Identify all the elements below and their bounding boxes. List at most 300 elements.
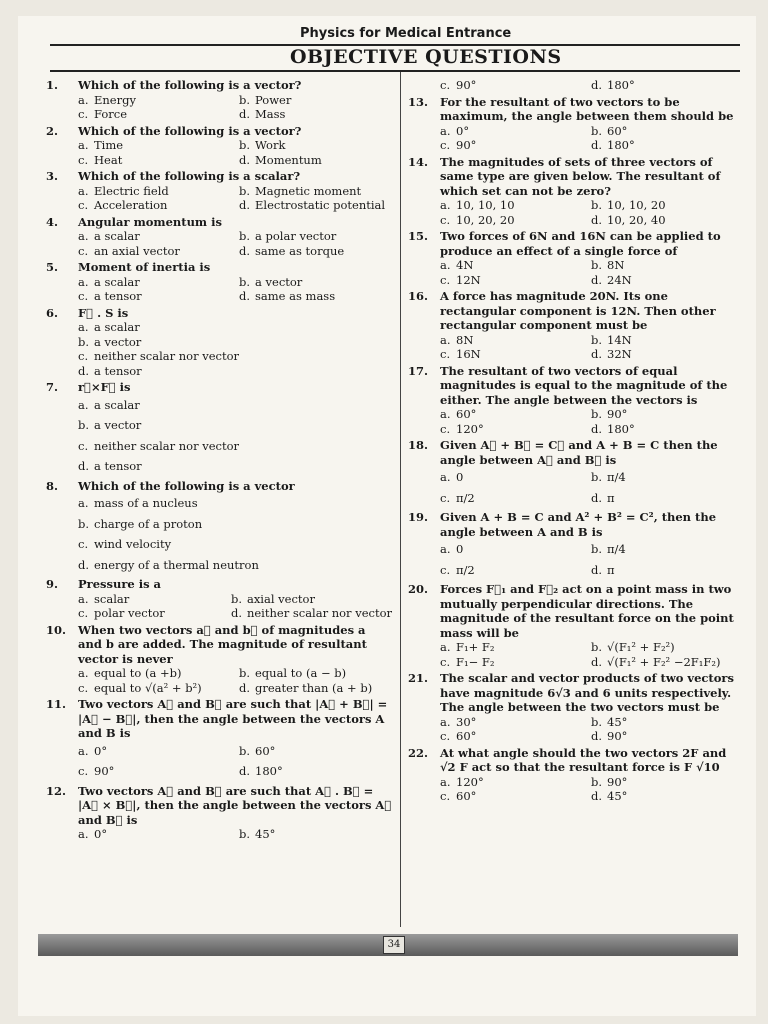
question-head: [46, 623, 392, 667]
answer-option: [78, 681, 231, 696]
question-text: Which of the following is a vector?: [78, 78, 302, 92]
answer-option: [78, 514, 392, 535]
option-text: 24N: [607, 272, 632, 287]
option-letter: b.: [239, 92, 251, 107]
option-letter: c.: [440, 272, 451, 287]
option-text: Momentum: [255, 152, 322, 167]
option-text: π: [607, 562, 615, 577]
option-text: F₁− F₂: [456, 654, 495, 669]
question-number: 5.: [46, 260, 59, 274]
question-item: [408, 510, 734, 580]
option-letter: c.: [78, 107, 89, 121]
answer-option: [239, 198, 392, 213]
question-item: [408, 746, 734, 804]
answer-option: [78, 666, 231, 681]
options-grid: [408, 539, 734, 580]
option-letter: d.: [230, 606, 242, 620]
question-item: [408, 95, 734, 153]
answer-option: [591, 347, 734, 362]
options-grid: [408, 407, 734, 436]
answer-option: [239, 666, 392, 681]
answer-option: [440, 539, 583, 560]
answer-option: [239, 184, 392, 199]
answer-option: [440, 333, 583, 348]
question-item: [46, 215, 392, 259]
option-text: 32N: [607, 347, 632, 361]
answer-option: [78, 138, 231, 153]
question-text: Given A⃗ + B⃗ = C⃗ and A + B = C then the angle between A⃗ and B⃗ is: [440, 438, 718, 467]
option-letter: c.: [440, 729, 451, 743]
answer-option: [239, 229, 392, 244]
option-letter: b.: [239, 274, 251, 289]
answer-option: [440, 467, 583, 488]
option-text: mass of a nucleus: [94, 496, 198, 510]
options-grid: [408, 78, 734, 93]
option-text: 60°: [456, 407, 477, 421]
question-number: 12.: [46, 783, 67, 798]
options-grid: [46, 275, 392, 304]
option-letter: c.: [78, 198, 89, 212]
answer-option: [591, 640, 734, 655]
option-text: 60°: [456, 789, 477, 803]
option-text: neither scalar nor vector: [94, 349, 240, 363]
option-text: polar vector: [94, 606, 165, 620]
answer-option: [78, 555, 392, 576]
answer-option: [78, 335, 392, 350]
question-head: [46, 577, 392, 592]
question-head: [408, 510, 734, 539]
answer-option: [591, 488, 734, 509]
option-letter: a.: [78, 274, 89, 289]
option-letter: b.: [239, 183, 251, 198]
option-text: 90°: [607, 729, 628, 743]
option-letter: b.: [78, 418, 90, 432]
question-text: F⃗ . S is: [78, 305, 129, 320]
question-number: 7.: [46, 380, 59, 394]
options-grid: [46, 93, 392, 122]
answer-option: [78, 198, 231, 213]
option-text: Power: [255, 92, 292, 107]
option-text: wind velocity: [94, 537, 172, 551]
answer-option: [78, 761, 231, 782]
answer-option: [440, 273, 583, 288]
option-letter: c.: [440, 421, 451, 436]
option-letter: c.: [78, 349, 89, 363]
question-item: [46, 784, 392, 842]
option-letter: c.: [440, 562, 451, 577]
option-letter: c.: [78, 438, 89, 453]
column-divider: [400, 72, 401, 927]
answer-option: [78, 244, 231, 259]
option-letter: d.: [591, 78, 603, 92]
option-text: Mass: [255, 107, 286, 121]
question-text: Angular momentum is: [78, 214, 222, 229]
question-item: [46, 479, 392, 576]
option-text: a scalar: [94, 229, 140, 243]
option-text: π/4: [607, 542, 626, 556]
question-item: [408, 671, 734, 744]
option-text: F₁+ F₂: [456, 640, 495, 654]
answer-option: [591, 789, 734, 804]
answer-option: [78, 289, 231, 304]
question-text: r⃗×F⃗ is: [78, 380, 131, 394]
option-letter: b.: [591, 640, 603, 654]
option-text: a vector: [94, 418, 142, 432]
option-text: equal to √(a² + b²): [94, 680, 202, 695]
option-letter: d.: [78, 363, 90, 378]
question-head: [46, 169, 392, 184]
option-letter: c.: [78, 243, 89, 258]
answer-option: [239, 107, 392, 122]
options-grid: [408, 467, 734, 508]
option-text: 8N: [456, 332, 474, 347]
option-letter: b.: [591, 332, 603, 347]
answer-option: [78, 534, 392, 555]
answer-option: [591, 258, 734, 273]
option-text: Force: [94, 107, 128, 121]
answer-option: [440, 789, 583, 804]
answer-option: [78, 592, 223, 607]
question-item: [408, 155, 734, 228]
question-text: At what angle should the two vectors 2F and √2 F act so that the resultant force is F √10: [440, 745, 727, 774]
answer-option: [591, 729, 734, 744]
question-text: Two vectors A⃗ and B⃗ are such that |A⃗ + B⃗| = |A⃗ − B⃗|, then the angle between the vectors A and B is: [78, 697, 388, 740]
option-letter: d.: [591, 562, 603, 577]
question-number: 17.: [408, 363, 429, 378]
option-letter: b.: [591, 123, 603, 138]
options-grid: [46, 741, 392, 782]
question-number: 22.: [408, 745, 429, 760]
answer-option: [440, 729, 583, 744]
answer-option: [440, 715, 583, 730]
option-letter: d.: [78, 557, 90, 572]
question-number: 16.: [408, 289, 429, 303]
answer-option: [78, 741, 231, 762]
options-grid: [408, 715, 734, 744]
answer-option: [239, 827, 392, 842]
question-text: Moment of inertia is: [78, 260, 211, 274]
option-text: 120°: [456, 421, 484, 436]
option-letter: c.: [440, 654, 451, 669]
answer-option: [78, 606, 223, 621]
option-text: axial vector: [246, 591, 315, 606]
header-rule-bottom: [50, 70, 740, 72]
question-number: 18.: [408, 438, 429, 452]
question-item: [46, 380, 392, 477]
options-grid: [46, 395, 392, 477]
option-text: 12N: [456, 272, 481, 287]
answer-option: [78, 93, 231, 108]
option-text: 0°: [94, 827, 108, 841]
question-text: Two vectors A⃗ and B⃗ are such that A⃗ . B⃗ = |A⃗ × B⃗|, then the angle between the vectors A⃗ and B⃗ is: [78, 783, 392, 827]
option-letter: a.: [440, 714, 451, 729]
options-grid: [46, 229, 392, 258]
option-text: Magnetic moment: [255, 183, 362, 198]
left-column: [46, 78, 392, 844]
option-letter: c.: [78, 764, 89, 778]
question-item: [46, 697, 392, 782]
options-grid: [408, 640, 734, 669]
question-number: 6.: [46, 305, 59, 320]
option-text: 10, 10, 10: [456, 198, 515, 212]
option-letter: d.: [591, 347, 603, 361]
question-text: The scalar and vector products of two vectors have magnitude 6√3 and 6 units respectively. The angle between the two vectors must be: [440, 671, 734, 714]
question-head: [46, 306, 392, 321]
option-letter: d.: [239, 152, 251, 167]
question-head: [46, 124, 392, 139]
option-letter: d.: [591, 490, 603, 505]
answer-option: [440, 775, 583, 790]
question-head: [46, 78, 392, 93]
option-text: same as torque: [255, 243, 345, 258]
option-letter: c.: [440, 347, 451, 361]
option-letter: b.: [230, 591, 242, 606]
question-text: Which of the following is a vector?: [78, 123, 302, 138]
answer-option: [78, 436, 392, 457]
answer-option: [78, 229, 231, 244]
question-item: [46, 623, 392, 696]
right-column: [408, 78, 734, 806]
answer-option: [78, 364, 392, 379]
option-letter: a.: [440, 123, 451, 138]
answer-option: [591, 333, 734, 348]
page-number: 34: [383, 936, 405, 954]
option-letter: b.: [78, 334, 90, 349]
answer-option: [239, 153, 392, 168]
option-text: 60°: [456, 729, 477, 743]
option-letter: c.: [78, 289, 89, 303]
answer-option: [440, 138, 583, 153]
option-text: 180°: [607, 138, 635, 152]
answer-option: [78, 456, 392, 477]
question-text: The magnitudes of sets of three vectors of same type are given below. The resultant of which set can not be zero?: [440, 154, 721, 198]
option-text: 90°: [607, 407, 628, 421]
option-text: an axial vector: [94, 243, 180, 258]
option-letter: c.: [78, 680, 89, 695]
answer-option: [591, 213, 734, 228]
option-text: a vector: [94, 334, 142, 349]
option-letter: b.: [239, 666, 251, 680]
answer-option: [78, 107, 231, 122]
answer-option: [440, 560, 583, 581]
question-number: 11.: [46, 697, 67, 711]
book-title: Physics for Medical Entrance: [300, 26, 512, 41]
option-text: √(F₁² + F₂² −2F₁F₂): [607, 654, 721, 669]
option-letter: d.: [591, 729, 603, 743]
option-text: π/4: [607, 470, 626, 484]
question-text: Two forces of 6N and 16N can be applied to produce an effect of a single force of: [440, 229, 721, 258]
option-letter: b.: [591, 542, 603, 556]
question-head: [46, 215, 392, 230]
options-grid: [408, 775, 734, 804]
answer-option: [239, 289, 392, 304]
answer-option: [78, 827, 231, 842]
option-letter: a.: [78, 397, 89, 412]
answer-option: [440, 422, 583, 437]
option-text: 10, 20, 40: [607, 212, 666, 227]
question-number: 15.: [408, 229, 429, 243]
answer-option: [440, 213, 583, 228]
question-text: When two vectors a⃗ and b⃗ of magnitudes a and b are added. The magnitude of resultant vector is never: [78, 622, 367, 666]
option-text: 10, 20, 20: [456, 212, 515, 227]
option-letter: a.: [78, 138, 89, 152]
option-text: a tensor: [94, 459, 142, 473]
option-text: 16N: [456, 347, 481, 361]
option-text: 120°: [456, 774, 484, 789]
answer-option: [591, 715, 734, 730]
option-text: 90°: [94, 764, 115, 778]
question-head: [408, 364, 734, 408]
option-text: Electrostatic potential: [255, 198, 386, 212]
option-letter: a.: [440, 332, 451, 347]
option-text: a scalar: [94, 274, 140, 289]
answer-option: [78, 320, 392, 335]
question-text: A force has magnitude 20N. Its one rectangular component is 12N. Then other rectangular component must be: [440, 289, 716, 332]
question-head: [408, 95, 734, 124]
option-text: 0°: [94, 743, 108, 758]
question-head: [46, 697, 392, 741]
option-text: charge of a proton: [94, 516, 203, 531]
option-text: Energy: [94, 92, 136, 107]
option-letter: b.: [591, 407, 603, 421]
answer-option: [78, 184, 231, 199]
answer-option: [239, 681, 392, 696]
option-letter: d.: [78, 459, 90, 473]
option-letter: a.: [78, 92, 89, 107]
question-item: [408, 364, 734, 437]
question-item: [46, 169, 392, 213]
question-number: 8.: [46, 478, 59, 493]
option-text: a scalar: [94, 397, 140, 412]
option-letter: a.: [440, 640, 451, 654]
question-item: [46, 306, 392, 379]
option-letter: d.: [591, 212, 603, 227]
option-letter: b.: [591, 470, 603, 484]
option-text: a tensor: [94, 289, 142, 303]
question-item: [46, 260, 392, 304]
option-letter: c.: [440, 789, 451, 803]
options-grid: [408, 333, 734, 362]
question-head: [46, 479, 392, 494]
option-text: same as mass: [255, 289, 336, 303]
option-text: π/2: [456, 490, 475, 505]
option-text: 14N: [607, 332, 632, 347]
answer-option: [239, 761, 392, 782]
answer-option: [78, 153, 231, 168]
options-grid: [46, 320, 392, 378]
option-letter: d.: [591, 654, 603, 669]
answer-option: [231, 592, 392, 607]
question-number: 19.: [408, 510, 429, 524]
option-letter: a.: [440, 258, 451, 272]
answer-option: [239, 93, 392, 108]
answer-option: [231, 606, 392, 621]
option-text: a tensor: [94, 363, 142, 378]
option-text: π/2: [456, 562, 475, 577]
option-letter: b.: [591, 774, 603, 789]
option-text: Acceleration: [94, 198, 168, 212]
option-text: energy of a thermal neutron: [94, 557, 259, 572]
option-letter: b.: [591, 198, 603, 212]
options-grid: [46, 138, 392, 167]
option-letter: c.: [78, 606, 89, 620]
answer-option: [591, 422, 734, 437]
question-number: 9.: [46, 577, 59, 591]
option-text: equal to (a − b): [255, 666, 347, 680]
option-letter: b.: [591, 258, 603, 272]
answer-option: [591, 198, 734, 213]
answer-option: [591, 467, 734, 488]
option-letter: d.: [239, 243, 251, 258]
question-head: [46, 380, 392, 395]
options-grid: [46, 184, 392, 213]
question-text: Given A + B = C and A² + B² = C², then the angle between A and B is: [440, 510, 717, 539]
question-item: [408, 229, 734, 287]
question-item: [408, 438, 734, 508]
question-head: [408, 438, 734, 467]
answer-option: [440, 198, 583, 213]
option-letter: a.: [78, 666, 89, 680]
answer-option: [591, 138, 734, 153]
options-grid: [408, 258, 734, 287]
option-text: Heat: [94, 152, 123, 167]
answer-option: [239, 138, 392, 153]
answer-option: [591, 539, 734, 560]
option-letter: b.: [78, 516, 90, 531]
option-letter: a.: [440, 774, 451, 789]
option-text: 0: [456, 542, 464, 556]
option-letter: d.: [591, 789, 603, 803]
answer-option: [591, 124, 734, 139]
option-text: Work: [255, 138, 286, 152]
question-text: For the resultant of two vectors to be maximum, the angle between them should be: [440, 94, 734, 123]
answer-option: [239, 275, 392, 290]
answer-option: [440, 655, 583, 670]
question-item: [408, 289, 734, 362]
answer-option: [440, 640, 583, 655]
answer-option: [78, 349, 392, 364]
question-item: [46, 78, 392, 122]
option-text: neither scalar nor vector: [246, 606, 392, 620]
option-text: π: [607, 490, 615, 505]
option-letter: c.: [440, 490, 451, 505]
answer-option: [440, 78, 583, 93]
answer-option: [78, 395, 392, 416]
answer-option: [440, 488, 583, 509]
question-text: Pressure is a: [78, 577, 162, 591]
options-grid: [408, 124, 734, 153]
option-text: 45°: [607, 714, 628, 729]
option-text: a polar vector: [255, 229, 337, 243]
option-letter: c.: [78, 537, 89, 551]
option-text: 90°: [607, 774, 628, 789]
answer-option: [78, 493, 392, 514]
question-item: [408, 78, 734, 93]
question-number: 3.: [46, 169, 59, 183]
answer-option: [239, 244, 392, 259]
option-text: 4N: [456, 258, 474, 272]
option-letter: d.: [239, 107, 251, 121]
option-letter: d.: [591, 138, 603, 152]
option-letter: a.: [440, 198, 451, 212]
answer-option: [591, 78, 734, 93]
question-number: 1.: [46, 78, 59, 92]
option-letter: a.: [78, 743, 89, 758]
answer-option: [239, 741, 392, 762]
options-grid: [46, 827, 392, 842]
answer-option: [78, 415, 392, 436]
question-text: Which of the following is a vector: [78, 478, 295, 493]
